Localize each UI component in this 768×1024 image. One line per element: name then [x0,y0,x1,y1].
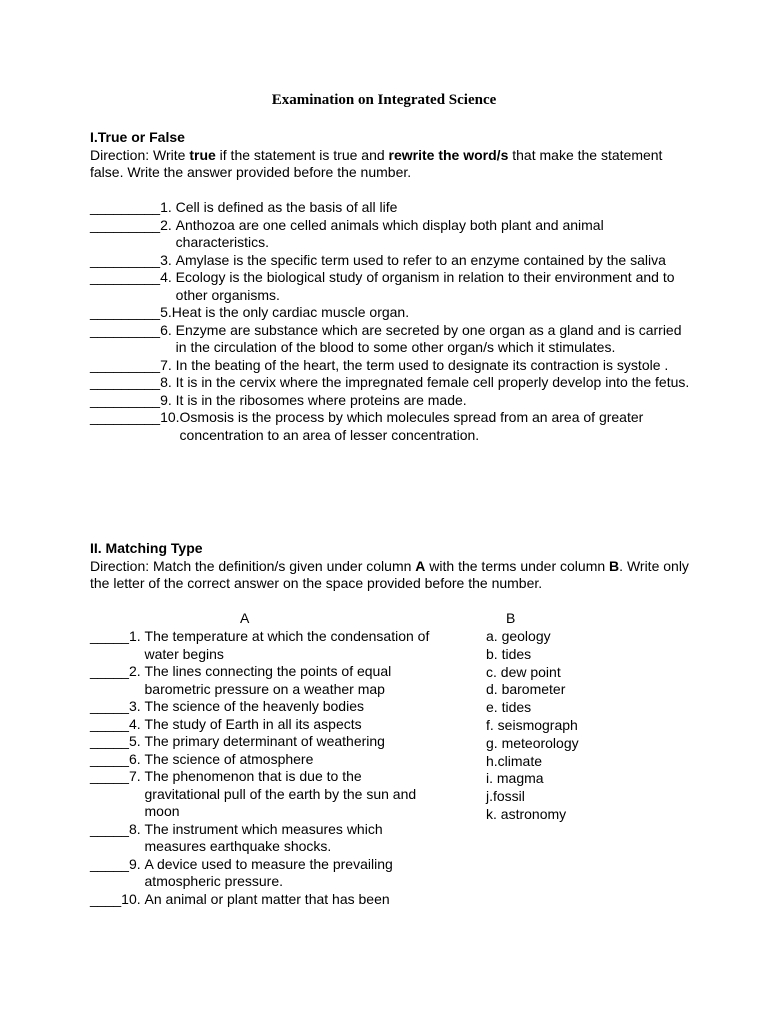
choice-g: g. meteorology [486,734,579,751]
tf-item-9 [90,392,690,410]
mt-item-10 [90,891,430,909]
tf-item-2 [90,217,690,252]
item-text: Ecology is the biological study of organism in relation to their environment and to other organisms. [175,269,675,303]
choice-b: b. tides [486,645,532,662]
item-number: 2. [128,663,145,679]
item-number: 7. [128,768,145,784]
answer-blank[interactable]: _____ [90,733,129,749]
answer-blank[interactable]: ____ [90,890,122,907]
tf-item-8 [90,374,690,392]
part2-section [90,540,690,593]
choice-e: e. tides [486,699,532,716]
part1-direction-bold-true: true [189,146,216,163]
mt-item-5 [90,733,430,751]
item-text: Enzyme are substance which are secreted by one organ as a gland and is carried in the circulation of the blood to some other organ/s which it stimulates. [175,321,682,355]
part2-direction [90,558,690,593]
item-number: 9. [128,855,145,872]
choice-a: a. geology [486,628,551,644]
column-a-header: A [240,610,250,626]
choice-h: h.climate [486,752,543,769]
item-number: 6. [160,321,176,338]
mt-item-6 [90,751,430,769]
answer-blank[interactable]: _________ [90,356,161,373]
item-text: Osmosis is the process by which molecules spread from an area of greater concentration to an area of lesser concentration. [179,409,644,443]
item-number: 5. [128,733,145,749]
choice-f: f. seismograph [486,716,578,733]
part1-section [90,129,690,182]
item-number: 10. [160,409,180,425]
choices-list [486,628,686,824]
answer-blank[interactable]: _____ [90,855,129,872]
item-text: In the beating of the heart, the term used to designate its contraction is systole . [175,356,669,373]
item-number: 2. [160,216,176,233]
mt-item-8 [90,821,430,856]
exam-title: Examination on Integrated Science [271,92,497,108]
choice-c: c. dew point [486,663,561,680]
item-number: 9. [160,391,176,408]
item-number: 7. [160,356,176,373]
answer-blank[interactable]: _________ [90,304,161,320]
part2-direction-prefix: Direction: Match the definition/s given under column [90,557,416,574]
tf-item-4 [90,269,690,304]
answer-blank[interactable]: _________ [90,216,161,233]
item-number: 1. [128,628,145,644]
true-false-list [90,199,690,444]
part2-heading: II. Matching Type [90,540,203,556]
choice-d: d. barometer [486,681,566,698]
item-number: 5. [160,304,172,320]
part1-direction [90,147,690,182]
mt-item-9 [90,856,430,891]
part2-direction-bold-b: B [609,557,620,574]
tf-item-10 [90,409,690,444]
mt-item-1 [90,628,430,663]
part1-direction-bold-rewrite: rewrite the word/s [388,146,509,163]
answer-blank[interactable]: _____ [90,820,129,837]
tf-item-5 [90,304,690,322]
item-number: 6. [128,750,145,767]
part2-direction-mid: with the terms under column [425,557,610,574]
part1-direction-mid: if the statement is true and [215,146,389,163]
item-text: Anthozoa are one celled animals which display both plant and animal characteristics. [175,216,604,250]
choice-k: k. astronomy [486,805,567,822]
item-text: Amylase is the specific term used to refer to an enzyme contained by the saliva [175,251,666,268]
item-text: The temperature at which the condensation of water begins [144,628,430,662]
item-number: 8. [160,374,176,390]
item-text: The lines connecting the points of equal barometric pressure on a weather map [144,663,392,697]
item-number: 1. [160,199,176,215]
item-number: 4. [128,715,145,732]
item-text: The primary determinant of weathering [144,733,385,749]
answer-blank[interactable]: _____ [90,768,129,784]
answer-blank[interactable]: _________ [90,409,161,425]
mt-item-7 [90,768,430,821]
item-text: The phenomenon that is due to the gravitational pull of the earth by the sun and moon [144,768,417,819]
matching-list [90,628,430,908]
part1-heading: I.True or False [90,129,185,145]
answer-blank[interactable]: _____ [90,698,129,714]
answer-blank[interactable]: _________ [90,374,161,390]
answer-blank[interactable]: _____ [90,715,129,732]
item-number: 8. [128,820,145,837]
column-b-header: B [506,610,516,626]
part1-direction-prefix: Direction: Write [90,146,190,163]
item-number: 10. [121,890,145,907]
item-text: It is in the cervix where the impregnated female cell properly develop into the fetus. [175,374,690,390]
answer-blank[interactable]: _________ [90,269,161,285]
part1-direction-suffix: that make the statement false. Write the answer provided before the number. [90,146,663,180]
item-number: 4. [160,269,176,285]
answer-blank[interactable]: _________ [90,199,161,215]
part2-direction-bold-a: A [415,557,426,574]
tf-item-6 [90,322,690,357]
tf-item-7 [90,357,690,375]
item-text: The science of atmosphere [144,750,314,767]
item-text: The science of the heavenly bodies [144,698,364,714]
mt-item-3 [90,698,430,716]
item-number: 3. [128,698,145,714]
answer-blank[interactable]: _________ [90,391,161,408]
answer-blank[interactable]: _________ [90,251,161,268]
mt-item-4 [90,716,430,734]
choice-j: j.fossil [486,788,525,805]
answer-blank[interactable]: _________ [90,321,161,338]
item-number: 3. [160,251,176,268]
answer-blank[interactable]: _____ [90,750,129,767]
item-text: The study of Earth in all its aspects [144,715,362,732]
item-text: Cell is defined as the basis of all life [175,199,398,215]
choice-i: i. magma [486,770,544,787]
answer-blank[interactable]: _____ [90,628,129,644]
answer-blank[interactable]: _____ [90,663,129,679]
item-text: A device used to measure the prevailing atmospheric pressure. [144,855,393,889]
item-text: Heat is the only cardiac muscle organ. [171,304,410,320]
item-text: The instrument which measures which measures earthquake shocks. [144,820,383,854]
item-text: An animal or plant matter that has been [144,890,390,907]
tf-item-3 [90,252,690,270]
tf-item-1 [90,199,690,217]
mt-item-2 [90,663,430,698]
item-text: It is in the ribosomes where proteins are made. [175,391,467,408]
part2-direction-suffix: . Write only the letter of the correct answer on the space provided before the number. [90,557,689,591]
